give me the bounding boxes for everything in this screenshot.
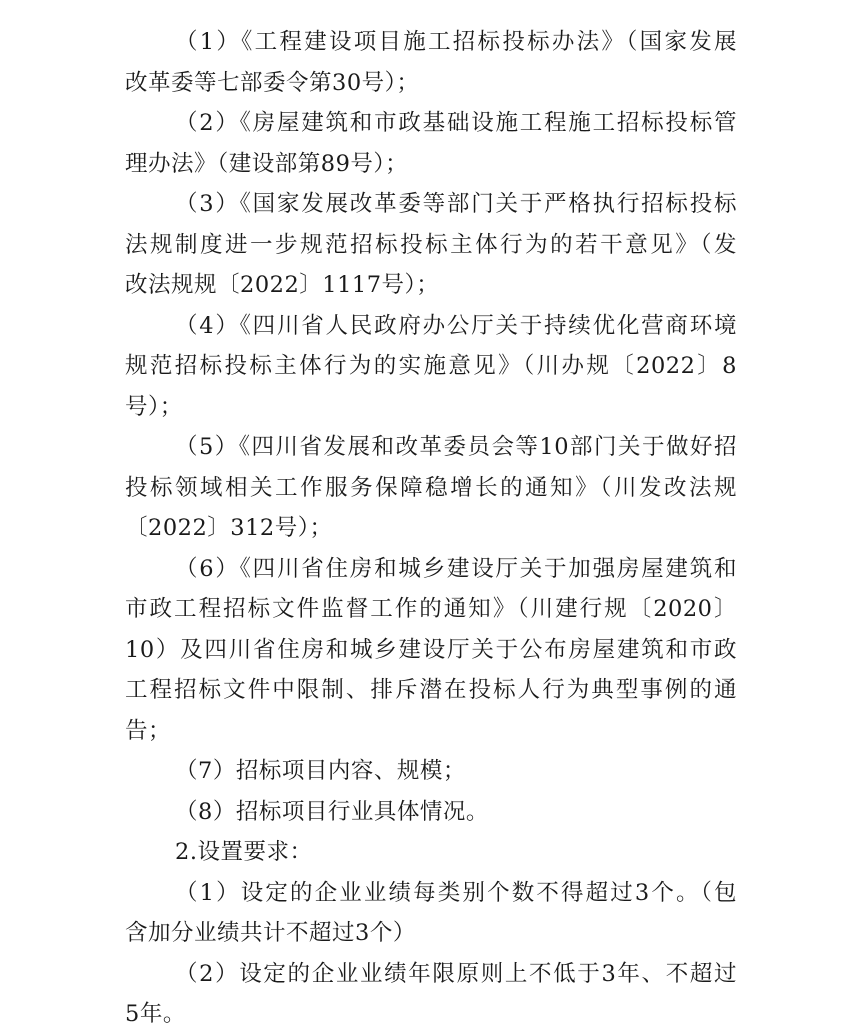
text-line: （6）《四川省住房和城乡建设厅关于加强房屋建筑和 [175, 555, 737, 582]
text-line: （5）《四川省发展和改革委员会等10部门关于做好招 [175, 434, 737, 460]
text-line: （7）招标项目内容、规模； [175, 758, 466, 784]
text-line: 2.设置要求： [175, 839, 313, 865]
text-line: （2）设定的企业业绩年限原则上不低于3年、不超过 [175, 960, 737, 987]
text-line: 号）； [125, 393, 183, 420]
text-line: 告； [125, 717, 172, 744]
text-line: 〔2022〕312号）； [125, 515, 333, 541]
text-line: （2）《房屋建筑和市政基础设施工程施工招标投标管 [175, 110, 737, 136]
text-line: 投标领域相关工作服务保障稳增长的通知》（川发改法规 [125, 474, 737, 501]
text-line: 市政工程招标文件监督工作的通知》（川建行规〔2020〕 [125, 596, 737, 622]
text-line: 改法规规〔2022〕1117号）； [125, 272, 440, 298]
text-line: 5年。 [125, 1001, 186, 1027]
document-page [125, 22, 737, 1035]
text-line: 含加分业绩共计不超过3个） [125, 920, 416, 946]
text-line: 10）及四川省住房和城乡建设厅关于公布房屋建筑和市政 [125, 636, 737, 663]
text-line: （4）《四川省人民政府办公厅关于持续优化营商环境 [175, 312, 737, 339]
text-line: 法规制度进一步规范招标投标主体行为的若干意见》（发 [125, 231, 737, 258]
text-line: （3）《国家发展改革委等部门关于严格执行招标投标 [175, 191, 737, 217]
text-line: （1）设定的企业业绩每类别个数不得超过3个。（包 [175, 879, 737, 906]
text-line: 工程招标文件中限制、排斥潜在投标人行为典型事例的通 [125, 677, 737, 703]
text-line: （1）《工程建设项目施工招标投标办法》（国家发展 [175, 29, 737, 55]
text-line: 改革委等七部委令第30号）； [125, 69, 420, 96]
text-line: （8）招标项目行业具体情况。 [175, 798, 489, 825]
text-line: 理办法》（建设部第89号）； [125, 150, 409, 177]
text-line: 规范招标投标主体行为的实施意见》（川办规〔2022〕8 [125, 353, 737, 379]
